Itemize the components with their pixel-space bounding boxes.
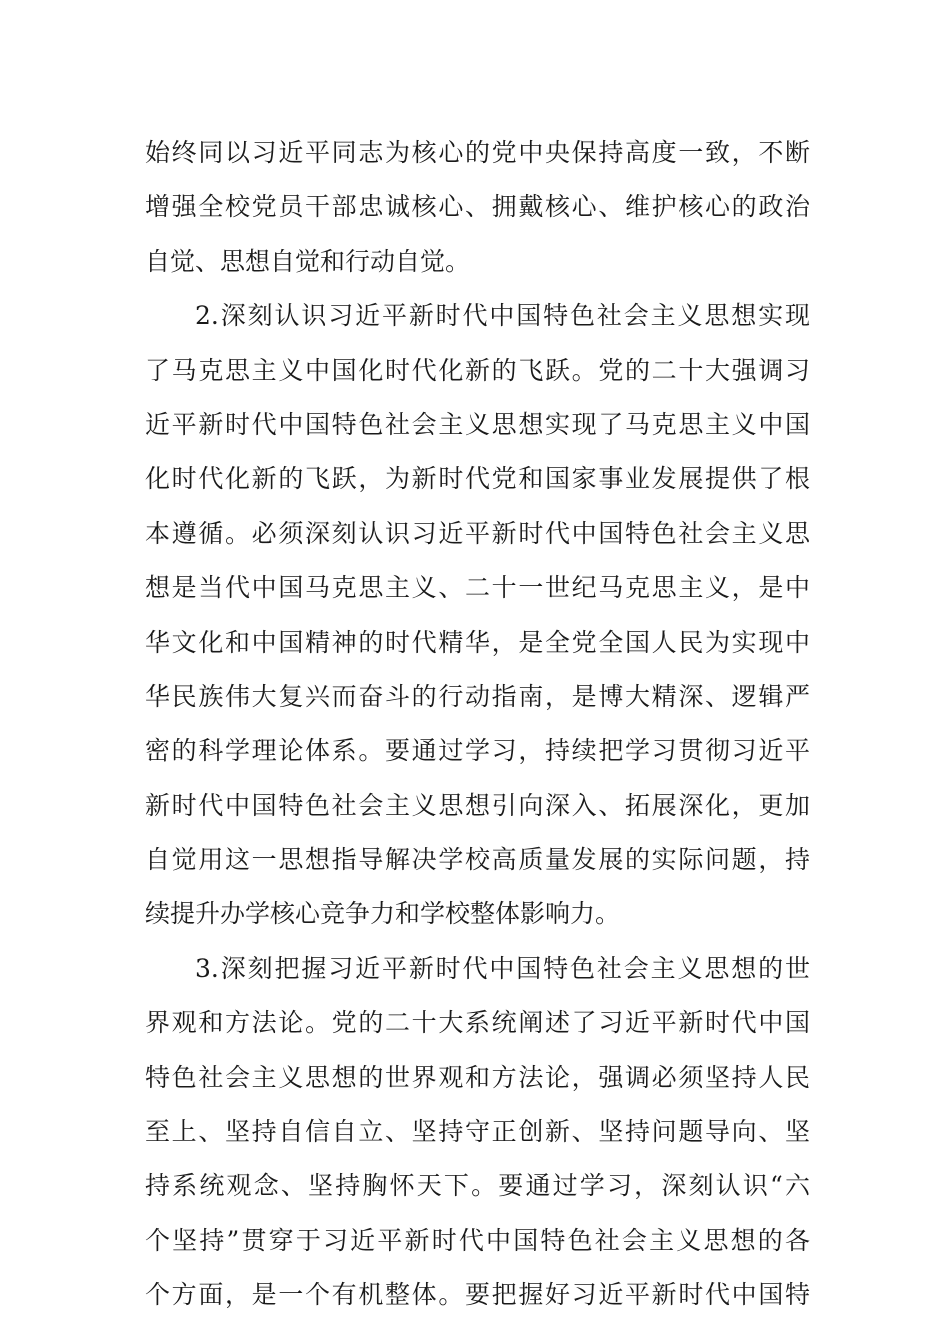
- paragraph-3-first-line: 3.深刻把握习近平新时代中国特色社会主义思想的世: [195, 953, 810, 983]
- text-line: 自觉用这一思想指导解决学校高质量发展的实际问题，持: [145, 845, 810, 875]
- text-line: 始终同以习近平同志为核心的党中央保持高度一致，不断: [145, 138, 810, 167]
- text-line: 个坚持”贯穿于习近平新时代中国特色社会主义思想的各: [145, 1225, 810, 1255]
- paragraph-2-first-line: 2.深刻认识习近平新时代中国特色社会主义思想实现: [195, 301, 810, 331]
- text-line: 增强全校党员干部忠诚核心、拥戴核心、维护核心的政治: [145, 192, 810, 222]
- text-line: 自觉、思想自觉和行动自觉。: [145, 246, 471, 276]
- text-line: 想是当代中国马克思主义、二十一世纪马克思主义，是中: [145, 573, 810, 603]
- text-line: 华民族伟大复兴而奋斗的行动指南，是博大精深、逻辑严: [145, 681, 810, 711]
- text-line: 化时代化新的飞跃，为新时代党和国家事业发展提供了根: [145, 464, 810, 494]
- text-line: 本遵循。必须深刻认识习近平新时代中国特色社会主义思: [145, 518, 810, 548]
- text-line: 华文化和中国精神的时代精华，是全党全国人民为实现中: [145, 627, 810, 657]
- text-line: 新时代中国特色社会主义思想引向深入、拓展深化，更加: [145, 790, 810, 820]
- text-line: 界观和方法论。党的二十大系统阐述了习近平新时代中国: [145, 1008, 810, 1038]
- text-line: 近平新时代中国特色社会主义思想实现了马克思主义中国: [145, 409, 810, 439]
- text-line: 至上、坚持自信自立、坚持守正创新、坚持问题导向、坚: [145, 1117, 810, 1147]
- text-line: 续提升办学核心竞争力和学校整体影响力。: [145, 899, 621, 929]
- text-line: 密的科学理论体系。要通过学习，持续把学习贯彻习近平: [145, 736, 810, 766]
- text-line: 了马克思主义中国化时代化新的飞跃。党的二十大强调习: [145, 355, 810, 385]
- text-line: 特色社会主义思想的世界观和方法论，强调必须坚持人民: [145, 1062, 810, 1092]
- text-line: 持系统观念、坚持胸怀天下。要通过学习，深刻认识“六: [145, 1171, 810, 1201]
- document-body: [145, 126, 810, 1323]
- text-line: 个方面，是一个有机整体。要把握好习近平新时代中国特: [145, 1280, 810, 1310]
